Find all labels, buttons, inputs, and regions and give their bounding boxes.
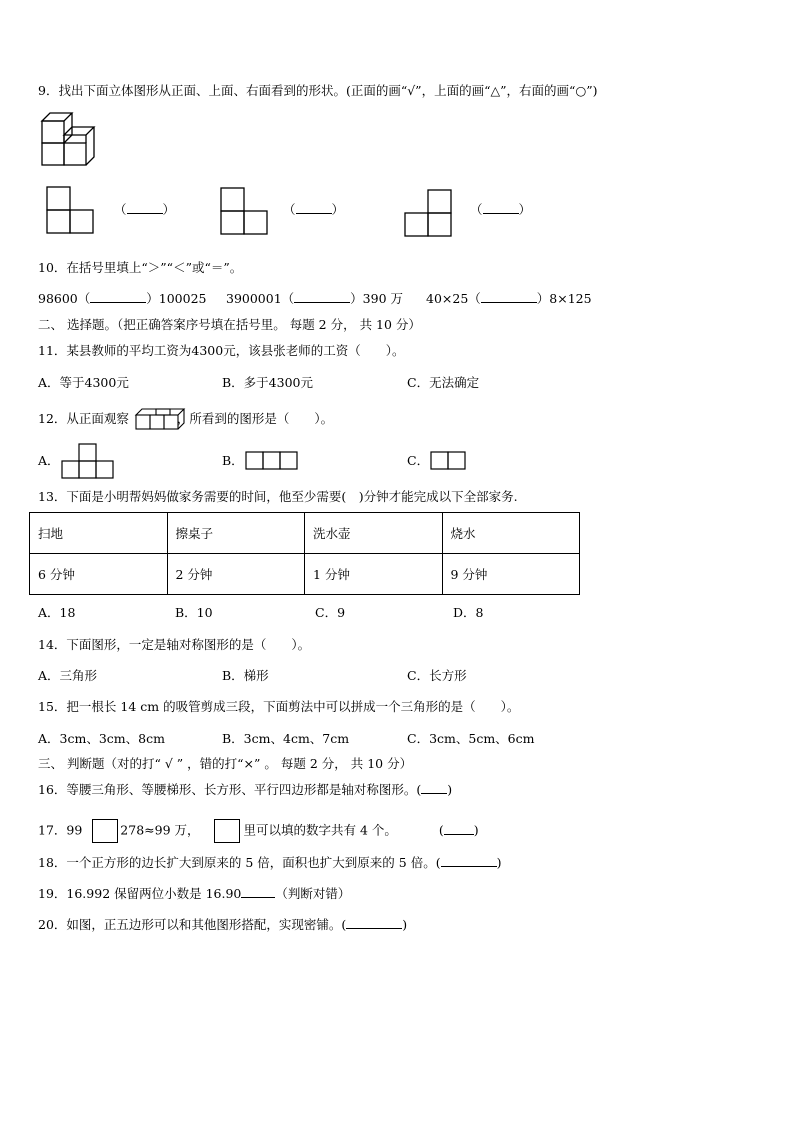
paren-open: （ [470,202,483,217]
cube-stack-figure [40,111,102,165]
view-option-3-shape [404,189,452,237]
q12-option-b[interactable]: B． [222,453,244,468]
q13-option-a[interactable]: A．18 [38,605,76,620]
q12-option-c-shape [430,451,466,471]
answer-blank[interactable] [90,291,146,303]
q12-option-a-shape [61,443,115,479]
table-header-cell: 洗水壶 [305,513,443,554]
table-header-cell: 烧水 [442,513,580,554]
answer-blank[interactable] [441,855,497,867]
paren-open: （ [283,202,296,217]
answer-blank[interactable] [296,202,332,214]
rod-blocks-figure [134,407,186,431]
q9-answer-2[interactable] [283,202,344,218]
q9-text: 9．找出下面立体图形从正面、上面、右面看到的形状。(正面的画“√”，上面的画“△”，右面的画“○”) [38,83,598,98]
q11-option-c[interactable]: C．无法确定 [407,375,480,390]
q14-text: 14．下面图形，一定是轴对称图形的是（ ）。 [38,637,311,652]
chores-table [29,512,580,595]
q14-option-c[interactable]: C．长方形 [407,668,467,683]
table-row [30,554,580,595]
section3-heading: 三、 判断题（对的打“ √ ” ，错的打“×” 。 每题 2 分， 共 10 分） [38,756,413,771]
paren-close: ） [518,202,532,217]
answer-blank[interactable] [481,291,537,303]
q12-option-b-shape [245,451,299,471]
q12-option-c[interactable]: C． [407,453,430,468]
table-cell: 2 分钟 [167,554,305,595]
q16-text: 16．等腰三角形、等腰梯形、长方形、平行四边形都是轴对称图形。( ) [38,782,453,797]
answer-blank[interactable] [127,202,163,214]
view-option-2-shape [220,187,268,235]
table-row [30,513,580,554]
q15-option-b[interactable]: B．3cm、4cm、7cm [222,731,350,746]
q11-option-a[interactable]: A．等于4300元 [38,375,129,390]
q10-item-1: 98600（ ）100025 [38,291,207,306]
q11-option-b[interactable]: B．多于4300元 [222,375,313,390]
paren-close: ） [331,202,345,217]
q13-option-d[interactable]: D．8 [453,605,484,620]
q17-text: 17．99 278≈99 万， 里可以填的数字共有 4 个。 ( ) [38,819,479,843]
q10-text: 10．在括号里填上“＞”“＜”或“＝”。 [38,260,243,275]
paren-open: （ [114,202,127,217]
view-option-1-shape [46,186,94,234]
answer-blank[interactable] [294,291,350,303]
answer-blank[interactable] [421,782,447,794]
table-cell: 1 分钟 [305,554,443,595]
q14-option-b[interactable]: B．梯形 [222,668,269,683]
q12-option-a[interactable]: A． [38,453,60,468]
q20-text: 20．如图，正五边形可以和其他图形搭配，实现密铺。( ) [38,917,408,932]
table-cell: 6 分钟 [30,554,168,595]
q13-option-b[interactable]: B．10 [175,605,213,620]
digit-box[interactable] [92,819,118,843]
table-cell: 9 分钟 [442,554,580,595]
answer-blank[interactable] [346,917,402,929]
q15-text: 15．把一根长 14 cm 的吸管剪成三段，下面剪法中可以拼成一个三角形的是（ ）。 [38,699,520,714]
q10-item-3: 40×25（ ）8×125 [426,291,592,306]
q9-answer-3[interactable] [470,202,531,218]
q15-option-a[interactable]: A．3cm、3cm、8cm [38,731,165,746]
q11-text: 11．某县教师的平均工资为4300元，该县张老师的工资（ ）。 [38,343,405,358]
answer-blank[interactable] [483,202,519,214]
q12-text: 12．从正面观察 ，所看到的图形是（ ）。 [38,411,334,426]
answer-blank[interactable] [241,886,275,898]
answer-blank[interactable] [444,823,474,835]
table-header-cell: 扫地 [30,513,168,554]
q13-text: 13．下面是小明帮妈妈做家务需要的时间，他至少需要( )分钟才能完成以下全部家务. [38,489,518,504]
q19-text: 19．16.992 保留两位小数是 16.90 （判断对错） [38,886,351,901]
section2-heading: 二、 选择题。（把正确答案序号填在括号里。 每题 2 分， 共 10 分） [38,317,421,332]
q14-option-a[interactable]: A．三角形 [38,668,98,683]
digit-box[interactable] [214,819,240,843]
q13-option-c[interactable]: C．9 [315,605,346,620]
table-header-cell: 擦桌子 [167,513,305,554]
q18-text: 18．一个正方形的边长扩大到原来的 5 倍，面积也扩大到原来的 5 倍。( ) [38,855,502,870]
paren-close: ） [162,202,176,217]
q9-answer-1[interactable] [114,202,175,218]
q10-item-2: 3900001（ ）390 万 [226,291,404,306]
q15-option-c[interactable]: C．3cm、5cm、6cm [407,731,535,746]
